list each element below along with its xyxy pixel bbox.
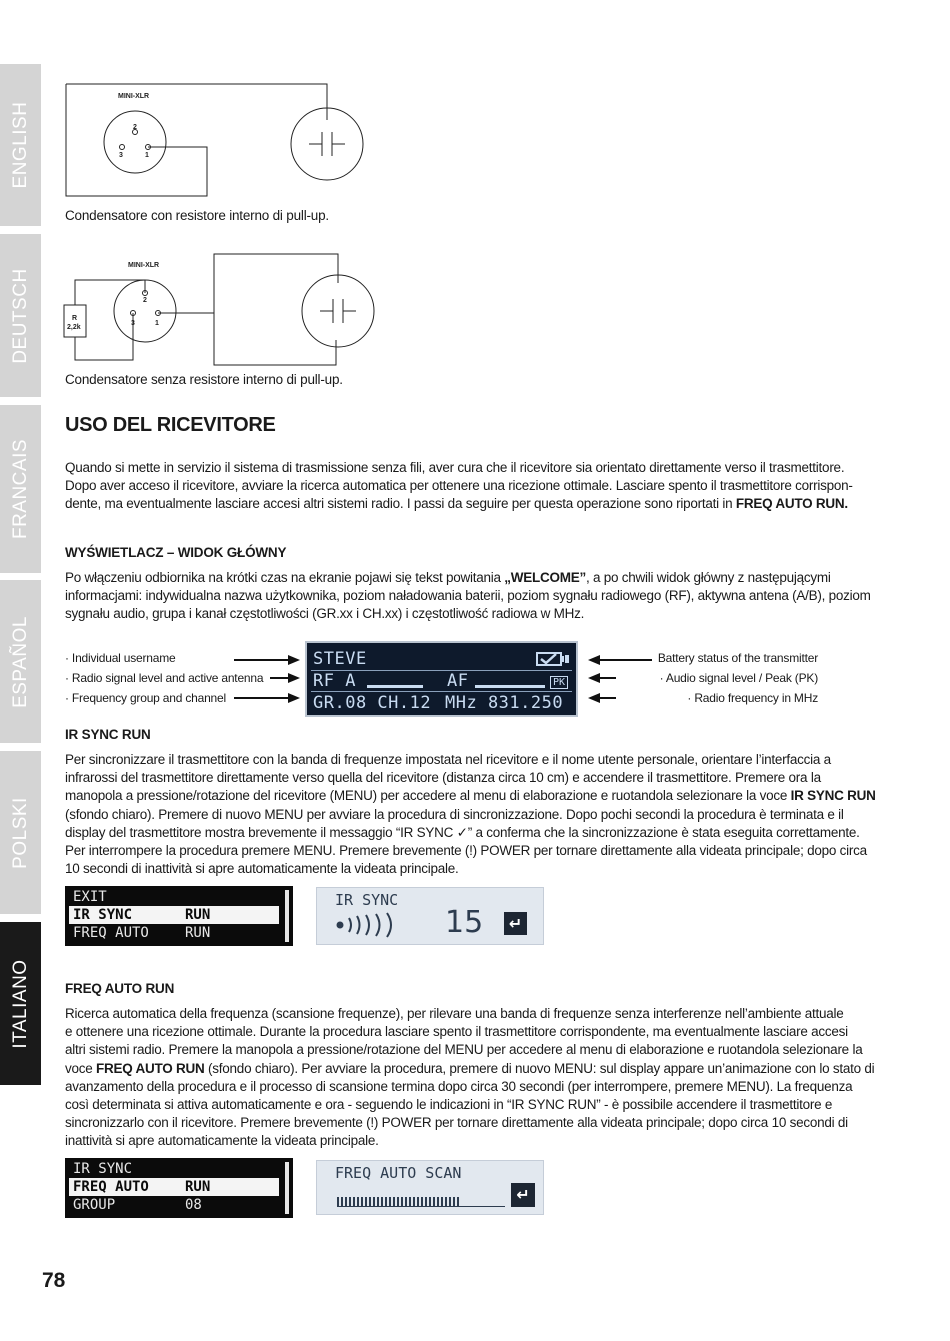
ir-sync-screen (316, 887, 544, 945)
pin-label: 3 (131, 320, 135, 327)
text-line: avanzamento della procedura e il processo di scansione termina dopo circa 30 secondi (per interrompere, premere MENU). La frequenza (65, 1078, 853, 1094)
pin-label: 3 (119, 152, 123, 159)
tab-espanol[interactable] (0, 580, 41, 743)
callout-label: · Radio signal level and active antenna (65, 671, 264, 685)
text-line (65, 569, 885, 587)
scrollbar (285, 890, 289, 942)
text-line: Ricerca automatica della frequenza (scansione frequenze), per rilevare una banda di frequenze senza interferenze nell’ambiente attuale (65, 1006, 844, 1021)
screen-title: FREQ AUTO SCAN (335, 1164, 462, 1182)
bold-reference: FREQ AUTO RUN (96, 1060, 205, 1076)
text-line (65, 787, 885, 805)
menu-display-ir-sync (65, 886, 293, 946)
wiring-diagram-pull-up (60, 80, 380, 205)
tab-label: POLSKI (9, 796, 31, 869)
tab-label: ENGLISH (9, 101, 31, 189)
text-line: inattività si apre automaticamente la videata principale. (65, 1133, 379, 1149)
tab-italiano[interactable] (0, 922, 41, 1085)
display-divider (311, 691, 572, 692)
menu-item-selected[interactable] (69, 1178, 279, 1196)
tab-english[interactable] (0, 64, 41, 226)
bold-reference: „WELCOME” (504, 570, 586, 585)
bold-reference: IR SYNC RUN (790, 788, 876, 804)
tab-label: FRANCAIS (9, 438, 31, 540)
text-span: dente, ma eventualmente lasciare accesi altri sistemi radio. I passi da seguire per questa operazione sono riportati in (65, 496, 736, 512)
screen-title: IR SYNC (335, 891, 399, 909)
rf-label: RF A (313, 671, 356, 691)
text-line: Per sincronizzare il trasmettitore con la banda di frequenze impostata nel ricevitore e il nome utente personale, orientare l’interfaccia a (65, 752, 831, 767)
countdown-display: 15 (445, 905, 484, 940)
text-line: 10 secondi di inattività si apre automaticamente la videata principale. (65, 861, 459, 877)
ir-signal-icon (335, 912, 415, 938)
freq-auto-paragraph (65, 1005, 885, 1151)
text-line: Quando si mette in servizio il sistema di trasmissione senza fili, aver cura che il ricevitore sia orientato direttamente verso il trasmettitore. (65, 460, 845, 475)
receiver-main-display (305, 641, 578, 717)
text-line: Dopo aver acceso il ricevitore, avviare la ricerca automatica per ottenere una ricezione ottimale. Lasciare spento il trasmettitore corrispon- (65, 478, 853, 494)
text-line: display del trasmettitore mostra brevemente il messaggio “IR SYNC ✓” a conferma che la sincronizzazione è stata eseguita correttamente. (65, 824, 860, 840)
enter-icon: ↵ (504, 912, 527, 935)
callout-label: · Radio frequency in MHz (687, 691, 818, 705)
text-line (65, 1060, 885, 1078)
display-paragraph (65, 569, 885, 624)
wiring-diagram-no-pull-up (60, 250, 390, 375)
frequency-display: MHz 831.250 (445, 693, 564, 713)
callout-arrows-left (230, 650, 302, 706)
callout-label: · Frequency group and channel (65, 691, 226, 705)
battery-icon (536, 651, 570, 667)
connector-label: MINI-XLR (118, 93, 150, 100)
text-line: Per interrompere la procedura premere MENU. Premere brevemente (!) POWER per tornare direttamente alla videata principale; dopo circa (65, 843, 867, 859)
username-display: STEVE (313, 649, 367, 669)
tab-polski[interactable] (0, 751, 41, 914)
subsection-title: IR SYNC RUN (65, 727, 151, 742)
subsection-title: FREQ AUTO RUN (65, 981, 175, 996)
text-line: così determinata si attiva automaticamente e ora - seguendo le indicazioni in “IR SYNC RUN” - è possibile accendere il trasmettitore e (65, 1097, 833, 1113)
scan-progress-track (337, 1197, 505, 1207)
connector-label: MINI-XLR (128, 262, 160, 269)
menu-item-selected[interactable] (69, 906, 279, 924)
text-line: infrarossi del trasmettitore direttamente verso quella del ricevitore (distanza circa 10 cm) e accendere il trasmettitore. Premere ora la (65, 770, 821, 786)
menu-item-value: RUN (185, 907, 211, 923)
section-title: USO DEL RICEVITORE (65, 414, 276, 436)
menu-item-value: RUN (185, 1179, 211, 1195)
callout-label: · Audio signal level / Peak (PK) (659, 671, 818, 685)
freq-auto-scan-screen (316, 1160, 544, 1215)
diagram-caption: Condensatore senza resistore interno di pull-up. (65, 372, 343, 387)
text-span: Po włączeniu odbiornika na krótki czas na ekranie pojawi się tekst powitania (65, 570, 505, 585)
text-span: manopola a pressione/rotazione del ricevitore (MENU) per accedere al menu di elaborazione e ruotandola selezionare la voce (65, 788, 791, 804)
menu-item-value: 08 (185, 1197, 202, 1213)
text-line: altri sistemi radio. Premere la manopola a pressione/rotazione del MENU per accedere al menu di elaborazione e ruotandola selezionare la (65, 1042, 863, 1058)
scan-progress-baseline (337, 1206, 505, 1207)
menu-item-value: RUN (185, 925, 211, 941)
menu-item-label: IR SYNC (73, 907, 133, 923)
callout-label: Battery status of the transmitter (657, 651, 818, 665)
menu-item-label: GROUP (73, 1197, 116, 1213)
af-level-bar (475, 685, 545, 688)
page-number: 78 (42, 1269, 66, 1292)
tab-francais[interactable] (0, 405, 41, 573)
text-line: (sfondo chiaro). Premere di nuovo MENU per avviare la procedura di sincronizzazione. Dopo pochi secondi la procedura è terminata e il (65, 806, 844, 822)
peak-indicator: PK (550, 676, 568, 689)
rf-level-bar (367, 685, 423, 688)
text-span: , a po chwili widok główny z następującymi (586, 570, 831, 585)
menu-item-label: EXIT (73, 889, 107, 905)
tab-label: ESPAÑOL (9, 615, 31, 708)
text-line: sygnału audio, grupa i kanał częstotliwości (GR.xx i CH.xx) i częstotliwość radiowa w MHz. (65, 606, 585, 622)
subsection-title: WYŚWIETLACZ – WIDOK GŁÓWNY (65, 545, 287, 560)
resistor-value: 2,2k (67, 324, 81, 331)
scrollbar (285, 1162, 289, 1214)
menu-item[interactable] (69, 1196, 279, 1214)
pin-label: 1 (155, 320, 159, 327)
text-line: sincronizzarlo con il ricevitore. Premere brevemente (!) POWER per tornare direttamente alla videata principale; dopo circa 10 secondi di (65, 1115, 848, 1131)
text-line (65, 495, 885, 513)
tab-label: ITALIANO (9, 958, 31, 1049)
ir-sync-paragraph (65, 751, 885, 878)
callout-label: · Individual username (65, 651, 176, 665)
text-line: e ottenere una ricezione ottimale. Durante la procedura lasciare spento il trasmettitore corrispondente, ma eventualmente lasciare accesi (65, 1024, 848, 1040)
menu-item[interactable] (69, 888, 279, 906)
enter-icon: ↵ (511, 1183, 535, 1207)
intro-paragraph (65, 459, 885, 514)
pin-label: 2 (133, 124, 137, 131)
pin-label: 2 (143, 297, 147, 304)
af-label: AF (447, 671, 469, 691)
text-span: voce (65, 1060, 97, 1076)
tab-deutsch[interactable] (0, 234, 41, 397)
menu-display-freq-auto (65, 1158, 293, 1218)
menu-item-label: FREQ AUTO (73, 925, 149, 941)
menu-item-label: IR SYNC (73, 1161, 133, 1177)
tab-label: DEUTSCH (9, 267, 31, 364)
resistor-label: R (72, 315, 78, 322)
text-span: (sfondo chiaro). Per avviare la procedura, premere di nuovo MENU: sul display appare un’animazione con lo stato di (204, 1060, 875, 1076)
bold-reference: FREQ AUTO RUN. (735, 496, 848, 512)
menu-item[interactable] (69, 1160, 279, 1178)
diagram-caption: Condensatore con resistore interno di pull-up. (65, 208, 329, 223)
menu-item[interactable] (69, 924, 279, 942)
callout-arrows-right (586, 650, 654, 706)
pin-label: 1 (145, 152, 149, 159)
text-line: informacjami: indywidualna nazwa użytkownika, poziom naładowania baterii, poziom sygnału radiowego (RF), aktywna antena (A/B), poziom (65, 588, 871, 604)
menu-item-label: FREQ AUTO (73, 1179, 149, 1195)
group-channel-display: GR.08 CH.12 (313, 693, 432, 713)
